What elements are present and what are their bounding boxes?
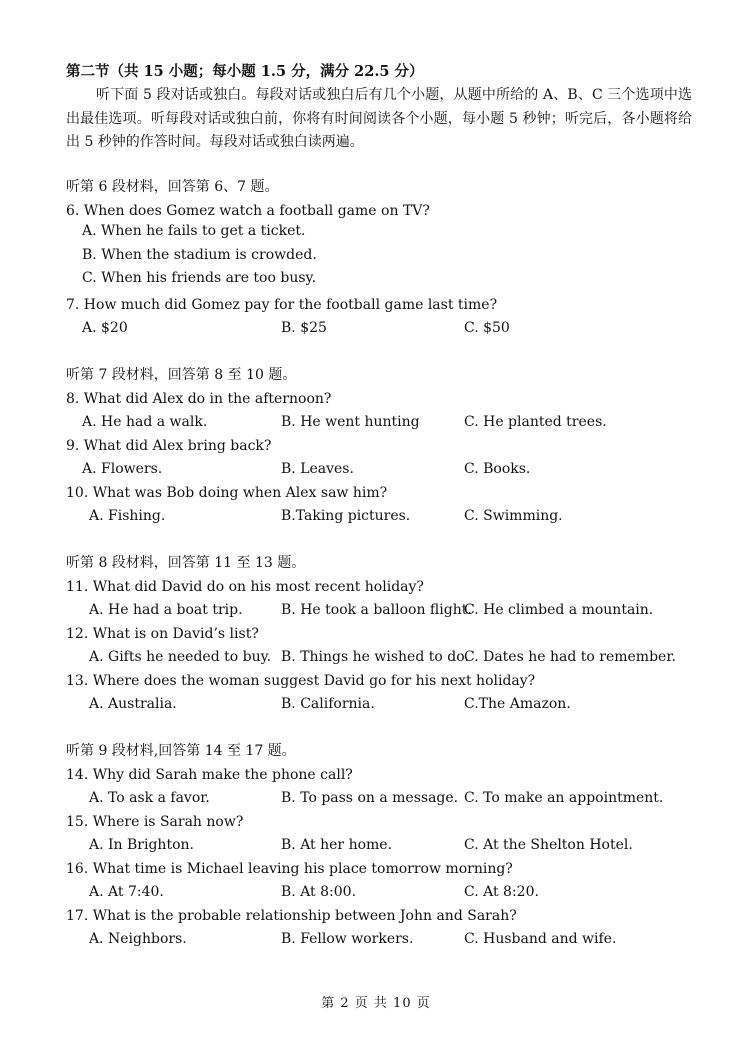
option-b: B. Leaves.	[281, 461, 354, 477]
option-a: A. $20	[82, 320, 128, 336]
group-title: 听第 7 段材料，回答第 8 至 10 题。	[66, 367, 297, 383]
question-9: 9. What did Alex bring back?	[66, 437, 272, 454]
question-12: 12. What is on David’s list?	[66, 625, 259, 642]
question-group-8-10	[66, 364, 706, 529]
option-b: B. California.	[281, 696, 375, 712]
option-c: C. $50	[464, 320, 510, 336]
question-group-6-7	[66, 176, 706, 341]
option-c: C. He climbed a mountain.	[464, 602, 654, 618]
question-9-options	[66, 458, 706, 482]
option-c: C. When his friends are too busy.	[82, 270, 317, 286]
option-a: A. In Brighton.	[89, 837, 194, 853]
question-13: 13. Where does the woman suggest David go for his next holiday?	[66, 672, 536, 689]
option-b: B. Things he wished to do.	[281, 649, 469, 665]
question-15-options	[66, 834, 706, 858]
page-number: 第 2 页 共 10 页	[321, 996, 431, 1011]
option-c: C. Books.	[464, 461, 531, 477]
option-c: C. Dates he had to remember.	[464, 649, 676, 665]
option-b: B. At her home.	[281, 837, 393, 853]
question-7-options	[66, 317, 706, 341]
question-17-options	[66, 928, 706, 952]
question-14-options	[66, 787, 706, 811]
option-a: A. Australia.	[89, 696, 177, 712]
question-10-options	[66, 505, 706, 529]
question-8-options	[66, 411, 706, 435]
option-a: A. He had a walk.	[82, 414, 208, 430]
option-a: A. Flowers.	[82, 461, 163, 477]
question-6: 6. When does Gomez watch a football game on TV?	[66, 202, 430, 219]
option-a: A. To ask a favor.	[89, 790, 210, 806]
option-c: C. Husband and wife.	[464, 931, 617, 947]
option-a: A. Gifts he needed to buy.	[89, 649, 272, 665]
question-13-options	[66, 693, 706, 717]
question-6-options	[66, 223, 706, 294]
option-c: C. Swimming.	[464, 508, 563, 524]
option-a: A. Neighbors.	[89, 931, 187, 947]
option-b: B. At 8:00.	[281, 884, 357, 900]
option-b: B.Taking pictures.	[281, 508, 411, 524]
section-instructions: 听下面 5 段对话或独白。每段对话或独白后有几个小题，从题中所给的 A、B、C 三个选项中选出最佳选项。听每段对话或独白前，你将有时间阅读各个小题，每小题 5 秒钟；听完后，各小题将给出 5 秒钟的作答时间。每段对话或独白读两遍。	[66, 87, 692, 150]
option-a: A. At 7:40.	[89, 884, 164, 900]
question-8: 8. What did Alex do in the afternoon?	[66, 390, 332, 407]
question-7: 7. How much did Gomez pay for the football game last time?	[66, 296, 498, 313]
group-title: 听第 9 段材料,回答第 14 至 17 题。	[66, 743, 296, 759]
question-15: 15. Where is Sarah now?	[66, 813, 244, 830]
question-11: 11. What did David do on his most recent holiday?	[66, 578, 424, 595]
question-10: 10. What was Bob doing when Alex saw him?	[66, 484, 388, 501]
question-group-14-17	[66, 740, 706, 952]
question-11-options	[66, 599, 706, 623]
option-b: B. To pass on a message.	[281, 790, 459, 806]
question-12-options	[66, 646, 706, 670]
option-b: B. He took a balloon flight.	[281, 602, 472, 618]
option-b: B. $25	[281, 320, 327, 336]
question-17: 17. What is the probable relationship between John and Sarah?	[66, 907, 517, 924]
question-16: 16. What time is Michael leaving his place tomorrow morning?	[66, 860, 513, 877]
group-title: 听第 8 段材料，回答第 11 至 13 题。	[66, 555, 306, 571]
group-title: 听第 6 段材料，回答第 6、7 题。	[66, 179, 279, 195]
option-c: C.The Amazon.	[464, 696, 571, 712]
option-a: A. He had a boat trip.	[89, 602, 243, 618]
option-c: C. He planted trees.	[464, 414, 607, 430]
option-c: C. At 8:20.	[464, 884, 539, 900]
option-b: B. Fellow workers.	[281, 931, 414, 947]
option-a: A. Fishing.	[89, 508, 166, 524]
option-b: B. When the stadium is crowded.	[82, 246, 317, 263]
option-a: A. When he fails to get a ticket.	[82, 223, 306, 239]
option-b: B. He went hunting	[281, 414, 420, 430]
section-title: 第二节（共 15 小题；每小题 1.5 分，满分 22.5 分）	[66, 63, 424, 80]
question-group-11-13	[66, 552, 706, 717]
option-c: C. At the Shelton Hotel.	[464, 837, 633, 853]
option-c: C. To make an appointment.	[464, 790, 664, 806]
question-16-options	[66, 881, 706, 905]
question-14: 14. Why did Sarah make the phone call?	[66, 766, 353, 783]
